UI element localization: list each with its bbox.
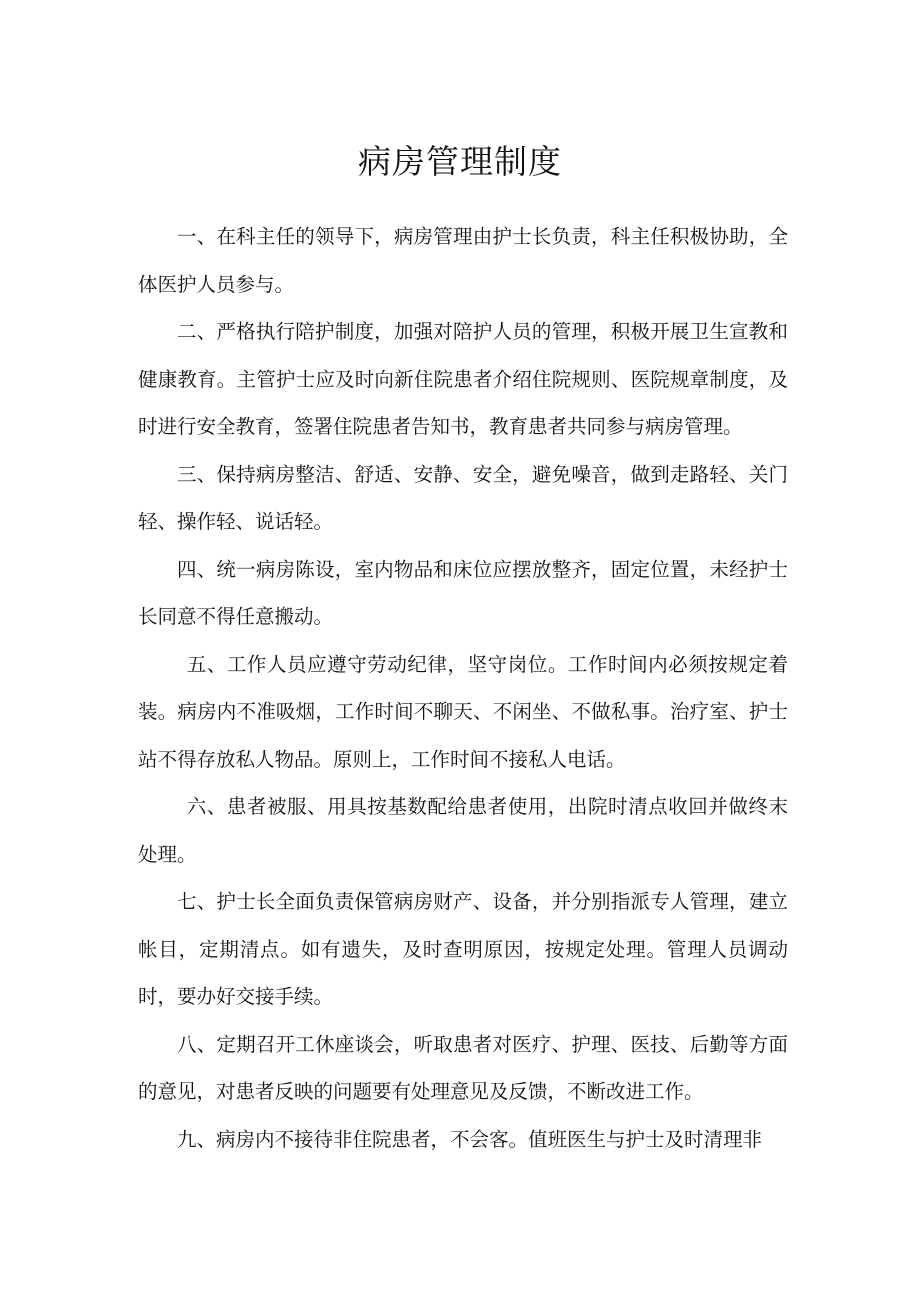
paragraph-5: 五、工作人员应遵守劳动纪律，坚守岗位。工作时间内必须按规定着装。病房内不准吸烟，工作时间不聊天、不闲坐、不做私事。治疗室、护士站不得存放私人物品。原则上，工作时间不接私人电话。 — [138, 652, 788, 771]
paragraph-9: 九、病房内不接待非住院患者，不会客。值班医生与护士及时清理非 — [177, 1127, 763, 1151]
paragraph-3: 三、保持病房整洁、舒适、安静、安全，避免噪音，做到走路轻、关门轻、操作轻、说话轻。 — [138, 462, 788, 533]
paragraph-4: 四、统一病房陈设，室内物品和床位应摆放整齐，固定位置，未经护士长同意不得任意搬动。 — [138, 557, 788, 628]
paragraph-1: 一、在科主任的领导下，病房管理由护士长负责，科主任积极协助，全体医护人员参与。 — [138, 225, 788, 296]
paragraph-6: 六、患者被服、用具按基数配给患者使用，出院时清点收回并做终末处理。 — [138, 795, 788, 866]
paragraph-7: 七、护士长全面负责保管病房财产、设备，并分别指派专人管理，建立帐目，定期清点。如有遗失，及时查明原因，按规定处理。管理人员调动时，要办好交接手续。 — [138, 890, 788, 1008]
document-title: 病房管理制度 — [358, 142, 562, 182]
paragraph-2: 二、严格执行陪护制度，加强对陪护人员的管理，积极开展卫生宣教和健康教育。主管护士应及时向新住院患者介绍住院规则、医院规章制度，及时进行安全教育，签署住院患者告知书，教育患者共同参与病房管理。 — [138, 320, 788, 438]
document-body — [138, 213, 788, 1163]
paragraph-8: 八、定期召开工休座谈会，听取患者对医疗、护理、医技、后勤等方面的意见，对患者反映的问题要有处理意见及反馈，不断改进工作。 — [138, 1032, 788, 1103]
